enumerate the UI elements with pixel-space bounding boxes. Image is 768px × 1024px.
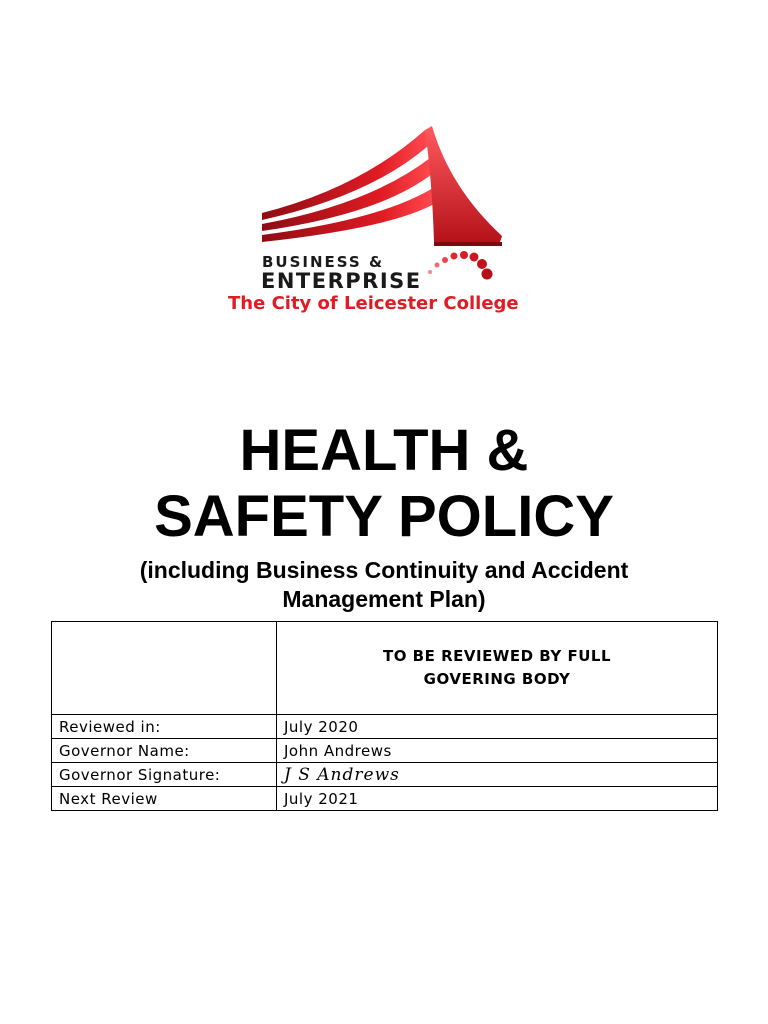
college-logo [220,118,550,323]
table-header-row [52,622,718,715]
row-label-reviewed-in: Reviewed in: [52,715,277,739]
dots-graphic [420,246,510,286]
subtitle [0,556,768,614]
logo-line-enterprise: ENTERPRISE [261,269,422,293]
document-title-block [0,418,768,614]
review-table [51,621,718,811]
row-label-governor-name: Governor Name: [52,739,277,763]
title-line-2: SAFETY POLICY [154,484,614,549]
header-line-1: TO BE REVIEWED BY FULL [382,647,612,665]
table-row [52,787,718,811]
signature: J S Andrews [284,764,400,785]
table-row [52,739,718,763]
building-swoosh-graphic [220,118,550,258]
subtitle-line-1: (including Business Continuity and Accident [139,557,629,583]
table-header-empty-cell [52,622,277,715]
row-label-governor-signature: Governor Signature: [52,763,277,787]
table-row [52,763,718,787]
title-line-1: HEALTH & [239,418,529,483]
subtitle-line-2: Management Plan) [282,586,486,612]
row-value-next-review: July 2021 [277,787,718,811]
row-value-governor-name: John Andrews [277,739,718,763]
table-header-cell [277,622,718,715]
row-value-governor-signature [277,763,718,787]
logo-line-college: The City of Leicester College [228,293,519,314]
table-row [52,715,718,739]
header-line-2: GOVERING BODY [423,670,571,688]
row-value-reviewed-in: July 2020 [277,715,718,739]
row-label-next-review: Next Review [52,787,277,811]
logo-line-business: BUSINESS & [262,253,385,271]
